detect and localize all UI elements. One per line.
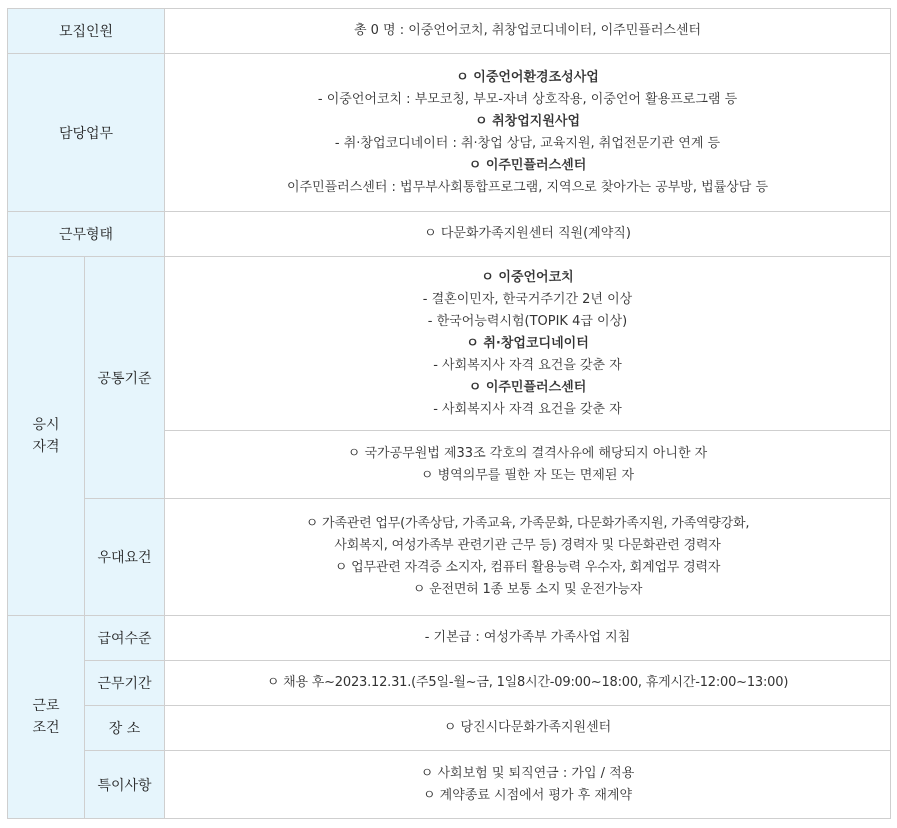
duties-line: ㅇ 취창업지원사업 xyxy=(475,113,581,129)
header-qualification xyxy=(8,257,85,616)
header-period: 근무기간 xyxy=(85,661,165,706)
row-recruit-count xyxy=(8,9,891,54)
duties-line: ㅇ 이중언어환경조성사업 xyxy=(456,69,599,85)
header-common-criteria: 공통기준 xyxy=(85,257,165,499)
place-value xyxy=(165,706,891,751)
row-duties xyxy=(8,54,891,212)
qualification-label-2: 자격 xyxy=(32,439,60,455)
recruit-count-line: 총 0 명 : 이중언어코치, 취창업코디네이터, 이주민플러스센터 xyxy=(353,23,702,38)
header-work-type: 근무형태 xyxy=(8,212,165,257)
special-line: ㅇ 사회보험 및 퇴직연금 : 가입 / 적용 xyxy=(420,765,635,781)
duties-line: ㅇ 이주민플러스센터 xyxy=(468,157,587,173)
common-extra-line: ㅇ 병역의무를 필한 자 또는 면제된 자 xyxy=(420,467,635,483)
header-special: 특이사항 xyxy=(85,751,165,819)
row-preferred xyxy=(8,499,891,616)
preferred-value xyxy=(165,499,891,616)
row-work-type xyxy=(8,212,891,257)
special-value xyxy=(165,751,891,819)
preferred-line: ㅇ 업무관련 자격증 소지자, 컴퓨터 활용능력 우수자, 회계업무 경력자 xyxy=(334,560,721,575)
preferred-line: ㅇ 운전면허 1종 보통 소지 및 운전가능자 xyxy=(412,582,643,597)
duties-line: 이주민플러스센터 : 법무부사회통합프로그램, 지역으로 찾아가는 공부방, 법률상담 등 xyxy=(286,179,769,195)
duties-line: - 취·창업코디네이터 : 취·창업 상담, 교육지원, 취업전문기관 연계 등 xyxy=(334,135,721,151)
salary-value xyxy=(165,616,891,661)
common-line: ㅇ 이중언어코치 xyxy=(481,269,574,285)
common-line: - 결혼이민자, 한국거주기간 2년 이상 xyxy=(422,291,633,307)
header-preferred: 우대요건 xyxy=(85,499,165,616)
header-salary: 급여수준 xyxy=(85,616,165,661)
row-place xyxy=(8,706,891,751)
conditions-label-2: 조건 xyxy=(32,720,60,736)
header-recruit-count: 모집인원 xyxy=(8,9,165,54)
common-extra-line: ㅇ 국가공무원법 제33조 각호의 결격사유에 해당되지 아니한 자 xyxy=(347,445,708,461)
row-common-criteria xyxy=(8,257,891,431)
duties-line: - 이중언어코치 : 부모코칭, 부모-자녀 상호작용, 이중언어 활용프로그램 등 xyxy=(317,91,738,107)
common-extra-value xyxy=(165,431,891,499)
preferred-line: ㅇ 가족관련 업무(가족상담, 가족교육, 가족문화, 다문화가족지원, 가족역량강화, xyxy=(305,516,750,531)
special-line: ㅇ 계약종료 시점에서 평가 후 재계약 xyxy=(422,787,633,803)
period-line: ㅇ 채용 후~2023.12.31.(주5일-월~금, 1일8시간-09:00~18:00, 휴게시간-12:00~13:00) xyxy=(266,675,789,690)
common-line: ㅇ 이주민플러스센터 xyxy=(468,379,587,395)
common-line: - 사회복지사 자격 요건을 갖춘 자 xyxy=(433,357,622,373)
common-line: - 사회복지사 자격 요건을 갖춘 자 xyxy=(433,401,622,417)
header-conditions xyxy=(8,616,85,819)
common-criteria-value xyxy=(165,257,891,431)
header-place: 장 소 xyxy=(85,706,165,751)
salary-line: - 기본급 : 여성가족부 가족사업 지침 xyxy=(424,630,631,645)
row-special xyxy=(8,751,891,819)
conditions-label-1: 근로 xyxy=(32,698,60,714)
work-type-value xyxy=(165,212,891,257)
work-type-line: ㅇ 다문화가족지원센터 직원(계약직) xyxy=(424,226,631,241)
header-duties: 담당업무 xyxy=(8,54,165,212)
preferred-line: 사회복지, 여성가족부 관련기관 근무 등) 경력자 및 다문화관련 경력자 xyxy=(334,538,721,553)
common-line: - 한국어능력시험(TOPIK 4급 이상) xyxy=(427,313,628,329)
common-line: ㅇ 취·창업코디네이터 xyxy=(466,335,589,351)
qualification-label-1: 응시 xyxy=(32,417,60,433)
period-value xyxy=(165,661,891,706)
row-period xyxy=(8,661,891,706)
place-line: ㅇ 당진시다문화가족지원센터 xyxy=(443,720,612,735)
recruitment-table xyxy=(7,8,891,819)
row-salary xyxy=(8,616,891,661)
duties-value xyxy=(165,54,891,212)
recruit-count-value xyxy=(165,9,891,54)
